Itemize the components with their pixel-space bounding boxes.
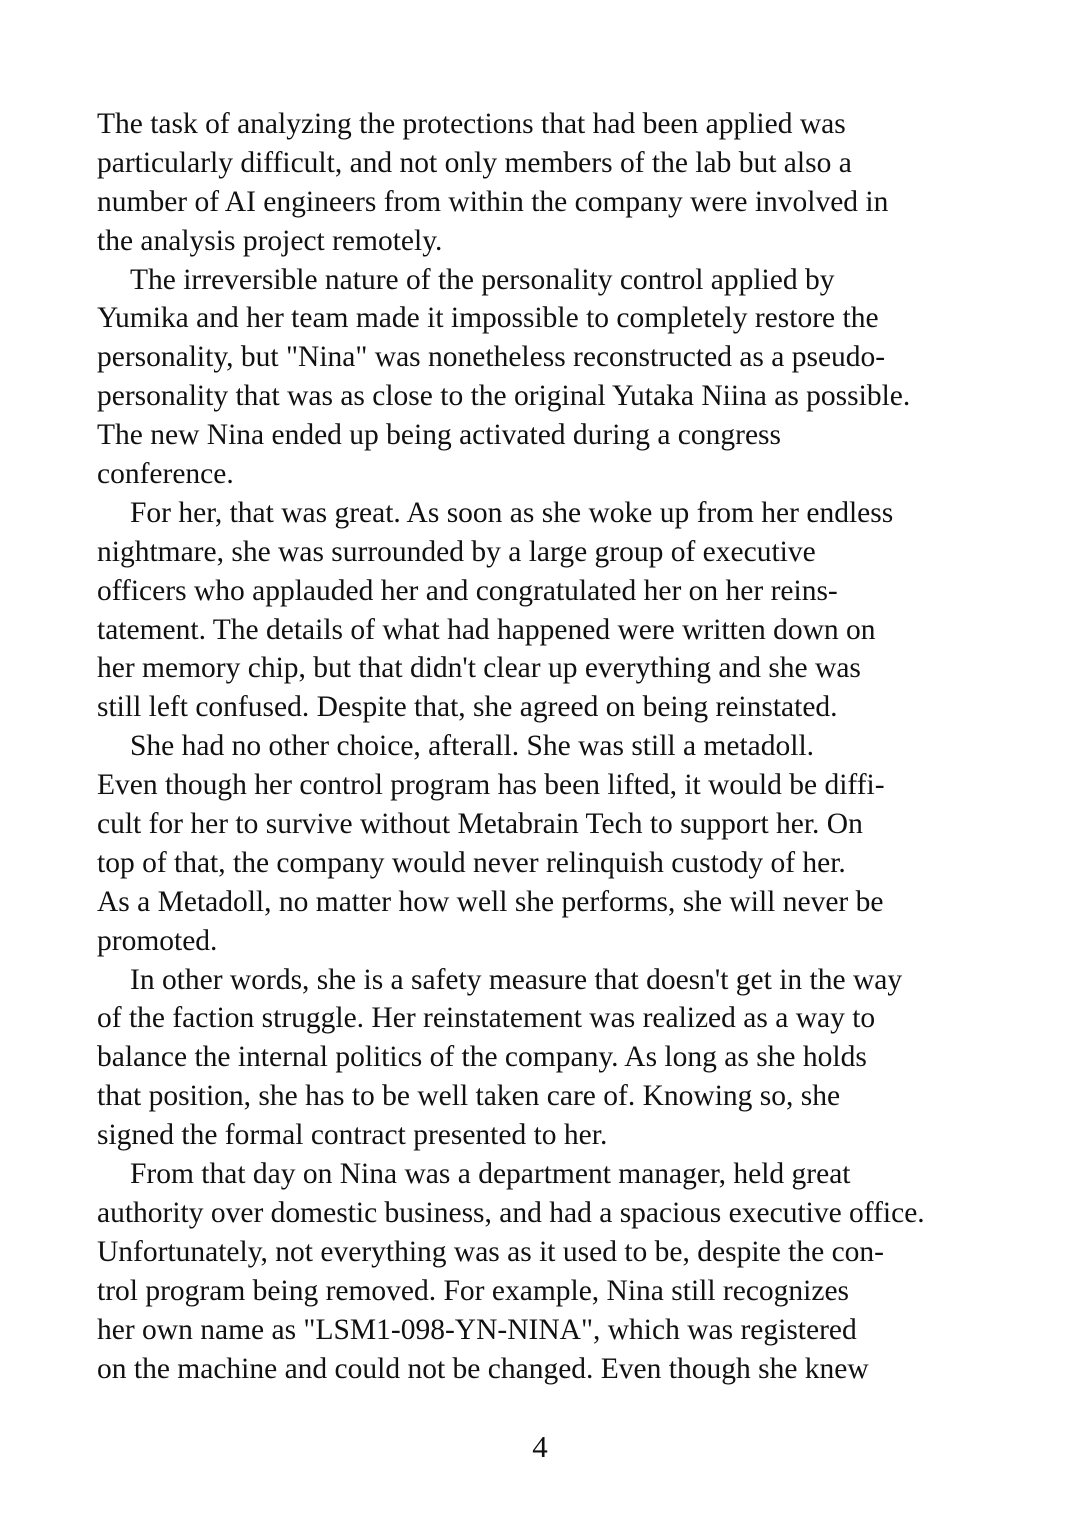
- text-line: authority over domestic business, and had a spacious executive office.: [97, 1196, 925, 1229]
- text-line: The irreversible nature of the personality control applied by: [130, 263, 835, 296]
- text-line: Even though her control program has been lifted, it would be diffi-: [97, 769, 885, 802]
- text-line: signed the formal contract presented to her.: [97, 1119, 608, 1152]
- text-line: conference.: [97, 458, 234, 491]
- text-line: promoted.: [97, 924, 218, 957]
- text-line: officers who applauded her and congratulated her on her reins-: [97, 574, 838, 607]
- page-number: 4: [532, 1429, 548, 1464]
- text-line: on the machine and could not be changed. Even though she knew: [97, 1352, 869, 1385]
- text-line: Unfortunately, not everything was as it used to be, despite the con-: [97, 1235, 885, 1268]
- text-line: the analysis project remotely.: [97, 224, 443, 257]
- text-line: As a Metadoll, no matter how well she performs, she will never be: [97, 885, 884, 918]
- text-line: her memory chip, but that didn't clear up everything and she was: [97, 652, 861, 685]
- text-line: The new Nina ended up being activated during a congress: [97, 419, 782, 452]
- text-line: nightmare, she was surrounded by a large group of executive: [97, 535, 816, 568]
- text-line: In other words, she is a safety measure that doesn't get in the way: [130, 963, 903, 996]
- text-line: that position, she has to be well taken care of. Knowing so, she: [97, 1080, 841, 1113]
- text-line: of the faction struggle. Her reinstatement was realized as a way to: [97, 1002, 876, 1035]
- text-line: balance the internal politics of the company. As long as she holds: [97, 1041, 867, 1074]
- text-line: For her, that was great. As soon as she woke up from her endless: [130, 496, 894, 529]
- text-line: The task of analyzing the protections that had been applied was: [97, 108, 846, 140]
- text-line: particularly difficult, and not only members of the lab but also a: [97, 146, 852, 179]
- text-line: personality, but "Nina" was nonetheless reconstructed as a pseudo-: [97, 341, 886, 374]
- text-line: personality that was as close to the original Yutaka Niina as possible.: [97, 380, 911, 413]
- text-line: trol program being removed. For example, Nina still recognizes: [97, 1274, 850, 1307]
- text-line: cult for her to survive without Metabrain Tech to support her. On: [97, 808, 863, 841]
- text-line: tatement. The details of what had happened were written down on: [97, 613, 876, 646]
- text-line: From that day on Nina was a department manager, held great: [130, 1158, 851, 1191]
- body-text: [97, 105, 1017, 1388]
- text-line: top of that, the company would never relinquish custody of her.: [97, 846, 846, 879]
- text-line: Yumika and her team made it impossible to completely restore the: [97, 302, 879, 335]
- text-line: still left confused. Despite that, she agreed on being reinstated.: [97, 691, 838, 724]
- text-line: number of AI engineers from within the company were involved in: [97, 185, 889, 218]
- text-line: She had no other choice, afterall. She was still a metadoll.: [130, 730, 815, 763]
- text-line: her own name as "LSM1-098-YN-NINA", which was registered: [97, 1313, 857, 1346]
